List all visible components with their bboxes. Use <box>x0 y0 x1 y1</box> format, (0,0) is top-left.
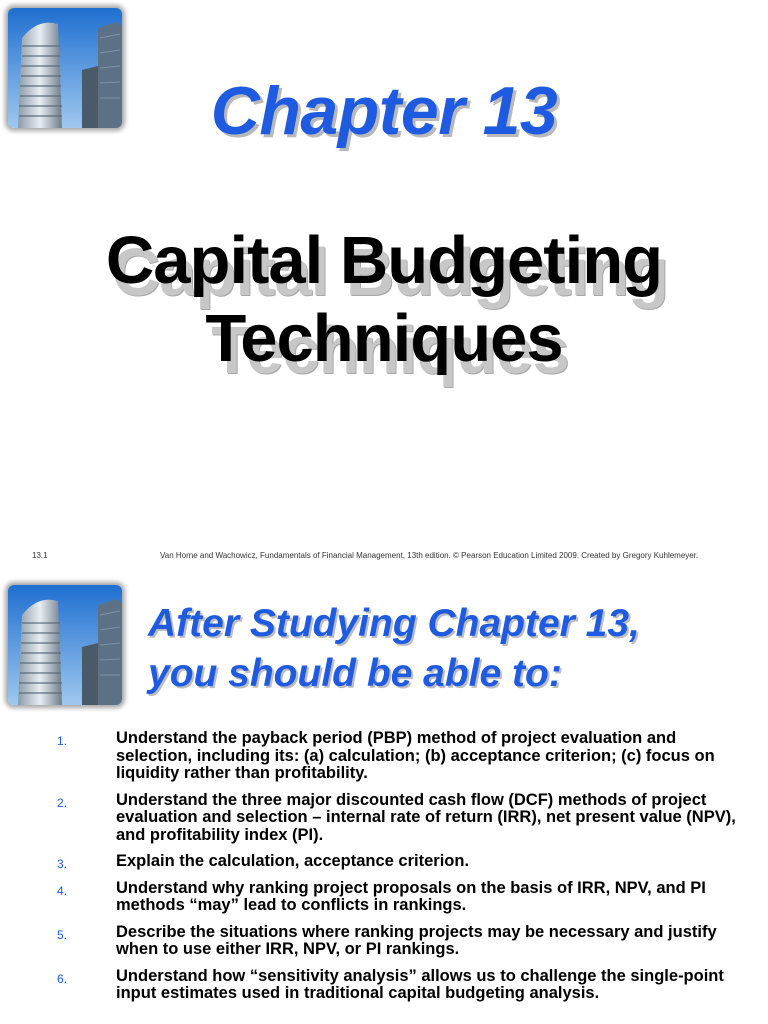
objectives-slide <box>0 575 768 1024</box>
list-item-text: Describe the situations where ranking projects may be necessary and justify when to use either IRR, NPV, or PI rankings. <box>116 922 717 958</box>
slide-credit: Van Horne and Wachowicz, Fundamentals of Financial Management, 13th edition. © Pearson Education Limited 2009. Created by Gregory Kuhlemeyer. <box>160 551 699 560</box>
list-item-text: Understand how “sensitivity analysis” allows us to challenge the single-point input estimates used in traditional capital budgeting analysis. <box>116 966 724 1002</box>
list-item-number: 5. <box>57 927 68 942</box>
list-item <box>0 853 768 871</box>
list-item-text: Understand the payback period (PBP) method of project evaluation and selection, including its: (a) calculation; (b) acceptance criterion; (c) focus on liquidity rather than profitability. <box>116 729 715 782</box>
slide-title-line-1: Capital Budgeting <box>105 223 663 298</box>
skyscraper-photo-icon <box>8 585 122 705</box>
chapter-title: Chapter 13 <box>210 73 558 149</box>
list-item-number: 3. <box>57 857 68 871</box>
objectives-heading <box>148 599 748 699</box>
list-item-number: 6. <box>57 971 68 986</box>
list-item-text: Explain the calculation, acceptance criterion. <box>116 852 470 870</box>
objectives-heading-line-2: you should be able to: <box>148 652 562 695</box>
objectives-heading-line-1: After Studying Chapter 13, <box>148 602 640 645</box>
list-item-number: 1. <box>57 734 68 748</box>
slide-number: 13.1 <box>32 551 48 560</box>
list-item-text: Understand the three major discounted cash flow (DCF) methods of project evaluation and selection – internal rate of return (IRR), net present value (NPV), and profitability index (PI). <box>116 790 736 844</box>
objectives-list <box>0 730 768 1012</box>
list-item <box>0 880 768 915</box>
slide-title-line-2: Techniques <box>205 301 563 376</box>
slide-title <box>0 222 768 378</box>
list-item <box>0 730 768 783</box>
list-item <box>0 924 768 959</box>
list-item-text: Understand why ranking project proposals on the basis of IRR, NPV, and PI methods “may” lead to conflicts in rankings. <box>116 878 706 914</box>
list-item-number: 4. <box>57 883 68 898</box>
list-item <box>0 792 768 845</box>
list-item <box>0 968 768 1003</box>
list-item-number: 2. <box>57 795 68 810</box>
